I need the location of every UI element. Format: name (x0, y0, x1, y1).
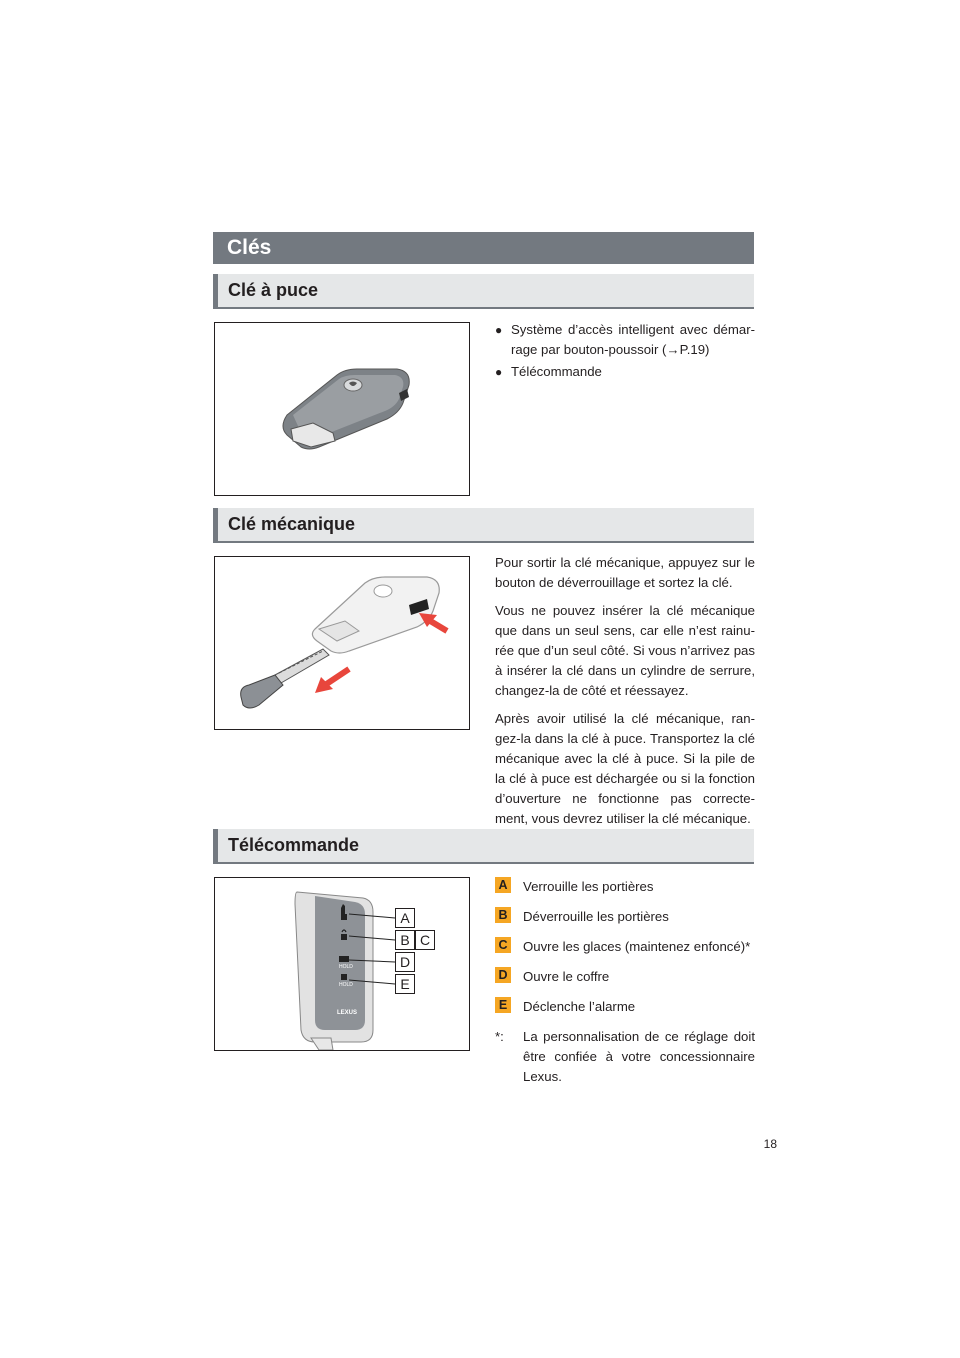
remote-figure (214, 877, 470, 1051)
paragraph: Vous ne pouvez insérer la clé mécanique que dans un seul sens, car elle n’est rainu-rée que d’un seul côté. Si vous n’arrivez pas à insérer la clé dans un cylindre de serrure, changez-la de côté et réessayez. (495, 603, 755, 698)
page-title: Clés (213, 232, 754, 264)
bullet-text: Système d’accès intelligent avec démar-rage par bouton-poussoir (→P.19) (511, 322, 755, 357)
mechanical-key-figure (214, 556, 470, 730)
legend-badge-e: E (495, 997, 511, 1013)
footnote (495, 1027, 755, 1087)
footnote-mark: *: (495, 1029, 504, 1044)
mechanical-key-illustration (215, 557, 469, 729)
mechanical-key-text (495, 553, 755, 837)
page-number: 18 (763, 1137, 777, 1151)
legend-badge-d: D (495, 967, 511, 983)
hold-label: HOLD (339, 982, 353, 988)
legend-text: Déclenche l’alarme (523, 999, 636, 1014)
remote-illustration (215, 878, 469, 1050)
bullet-text: Télécommande (511, 364, 602, 379)
footnote-text: La personnalisation de ce réglage doit être confiée à votre concessionnaire Lexus. (523, 1029, 755, 1084)
legend-item (495, 907, 755, 927)
legend-badge-c: C (495, 937, 511, 953)
hold-label: HOLD (339, 964, 353, 970)
callout-a: A (395, 908, 415, 928)
callout-c: C (415, 930, 435, 950)
legend-item (495, 877, 755, 897)
legend-badge-b: B (495, 907, 511, 923)
legend-item (495, 997, 755, 1017)
bullet-dot: ● (495, 365, 503, 379)
smart-key-illustration (215, 323, 469, 495)
lexus-logo: LEXUS (337, 1010, 358, 1016)
legend-item (495, 967, 755, 987)
remote-legend (495, 877, 755, 1087)
section-heading-smart-key: Clé à puce (213, 274, 754, 307)
callout-b: B (395, 930, 415, 950)
legend-item (495, 937, 755, 957)
legend-text: Ouvre le coffre (523, 969, 610, 984)
callout-d: D (395, 952, 415, 972)
bullet-item (495, 320, 755, 360)
smart-key-bullets (495, 320, 755, 382)
legend-text: Ouvre les glaces (maintenez enfoncé)* (523, 939, 751, 954)
section-heading-remote: Télécommande (213, 829, 754, 862)
bullet-dot: ● (495, 323, 503, 337)
callout-e: E (395, 974, 415, 994)
section-heading-mechanical-key: Clé mécanique (213, 508, 754, 541)
paragraph: Après avoir utilisé la clé mécanique, ran-gez-la dans la clé à puce. Transportez la clé mécanique avec la clé à puce. Si la pile de la clé à puce est déchargée ou si la fonction d’ouverture ne fonctionne pas correcte-ment, vous devrez utiliser la clé mécanique. (495, 711, 755, 826)
paragraph: Pour sortir la clé mécanique, appuyez sur le bouton de déverrouillage et sortez la clé. (495, 555, 755, 590)
bullet-item (495, 362, 755, 382)
legend-badge-a: A (495, 877, 511, 893)
legend-text: Déverrouille les portières (523, 909, 669, 924)
legend-text: Verrouille les portières (523, 879, 654, 894)
smart-key-figure (214, 322, 470, 496)
